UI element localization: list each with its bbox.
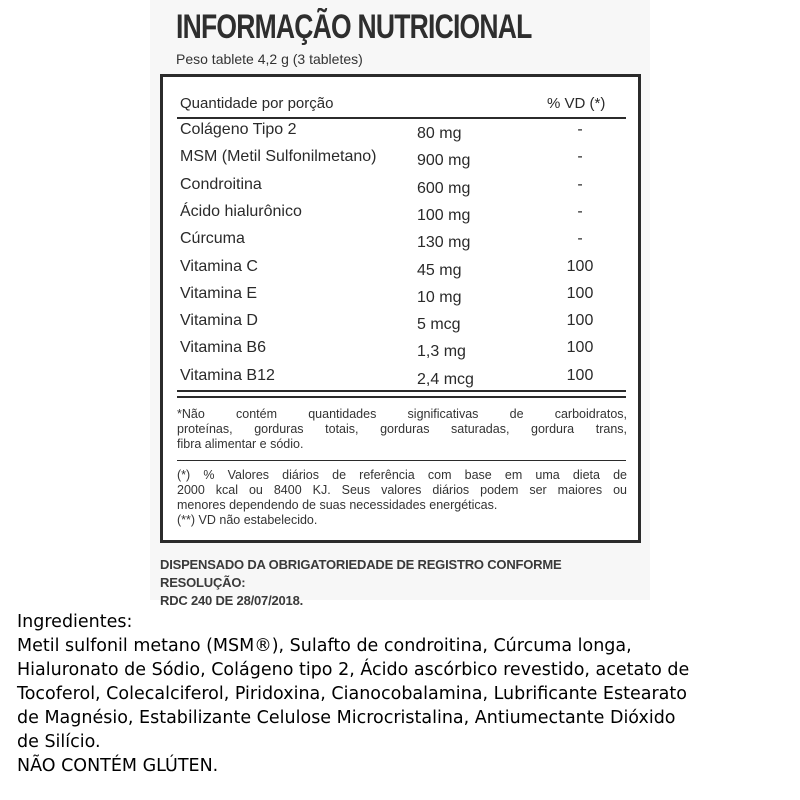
- footnote-line: (*) % Valores diários de referência com base em uma dieta de: [177, 468, 627, 482]
- nutrient-vd: -: [577, 121, 583, 138]
- nutrient-row: [163, 176, 638, 203]
- nutrient-amount: 45 mg: [417, 261, 462, 279]
- nutrient-vd: -: [577, 230, 583, 248]
- nutrient-amount: 80 mg: [417, 125, 462, 142]
- footnote-not-significant: [177, 407, 627, 452]
- footnote-daily-values: [177, 468, 627, 528]
- footnote-line: menores dependendo de suas necessidades energéticas.: [177, 498, 498, 512]
- footnote-line: fibra alimentar e sódio.: [177, 437, 304, 451]
- nutrient-vd: 100: [566, 284, 594, 302]
- bottom-double-rule-bottom: [177, 396, 626, 398]
- nutrient-amount: 100 mg: [417, 206, 471, 224]
- header-quantity: Quantidade por porção: [180, 95, 334, 112]
- footnote-rule: [177, 460, 626, 461]
- registration-exemption: [160, 556, 642, 610]
- nutrient-row: [163, 203, 638, 230]
- nutrient-name: Vitamina C: [180, 257, 258, 275]
- nutrient-vd: 100: [566, 339, 594, 357]
- label-title: INFORMAÇÃO NUTRICIONAL: [176, 8, 532, 46]
- nutrient-vd: 100: [566, 312, 594, 330]
- footnote-line: 2000 kcal ou 8400 KJ. Seus valores diários podem ser maiores ou: [177, 483, 627, 497]
- nutrient-name: Cúrcuma: [180, 230, 245, 248]
- ingredients-line: Hialuronato de Sódio, Colágeno tipo 2, Ácido ascórbico revestido, acetato de: [17, 660, 690, 680]
- exemption-line: RDC 240 DE 28/07/2018.: [160, 593, 304, 608]
- nutrient-name: Vitamina B6: [180, 339, 266, 357]
- nutrient-name: Vitamina E: [180, 284, 258, 302]
- nutrient-name: Vitamina B12: [180, 366, 275, 384]
- nutrient-vd: 100: [566, 366, 594, 384]
- nutrient-vd: -: [577, 148, 583, 166]
- nutrient-amount: 900 mg: [417, 152, 471, 170]
- nutrient-name: Vitamina D: [180, 312, 258, 330]
- ingredients-line: de Silício.: [17, 732, 101, 752]
- nutrient-vd: -: [577, 175, 583, 193]
- footnote-line: proteínas, gorduras totais, gorduras saturadas, gordura trans,: [177, 422, 627, 436]
- nutrient-row: [163, 285, 638, 312]
- nutrient-vd: -: [577, 202, 583, 220]
- nutrient-amount: 10 mg: [417, 288, 462, 306]
- ingredients-line: Tocoferol, Colecalciferol, Piridoxina, Cianocobalamina, Lubrificante Estearato: [17, 684, 687, 704]
- nutrient-amount: 2,4 mcg: [417, 370, 474, 388]
- nutrient-row: [163, 121, 638, 148]
- gluten-free-notice: NÃO CONTÉM GLÚTEN.: [17, 756, 219, 776]
- nutrient-vd: 100: [566, 257, 594, 275]
- nutrient-amount: 600 mg: [417, 179, 471, 197]
- ingredients-heading: Ingredientes:: [17, 612, 133, 632]
- serving-size: Peso tablete 4,2 g (3 tabletes): [176, 51, 363, 67]
- nutrient-amount: 1,3 mg: [417, 343, 466, 361]
- nutrient-amount: 5 mcg: [417, 316, 461, 334]
- nutrient-row: [163, 230, 638, 257]
- bottom-double-rule-top: [177, 390, 626, 392]
- nutrient-name: Colágeno Tipo 2: [180, 121, 297, 138]
- footnote-line: *Não contém quantidades significativas de carboidratos,: [177, 407, 627, 421]
- nutrient-name: Ácido hialurônico: [180, 202, 302, 220]
- nutrient-row: [163, 258, 638, 285]
- nutrition-table: [160, 74, 641, 543]
- header-rule: [177, 117, 626, 119]
- ingredients-line: de Magnésio, Estabilizante Celulose Microcristalina, Antiumectante Dióxido: [17, 708, 676, 728]
- ingredients-line: Metil sulfonil metano (MSM®), Sulafto de condroitina, Cúrcuma longa,: [17, 636, 632, 656]
- ingredients-text: [17, 610, 797, 778]
- header-vd: % VD (*): [547, 95, 606, 112]
- nutrient-row: [163, 339, 638, 366]
- nutrient-row: [163, 312, 638, 339]
- nutrient-amount: 130 mg: [417, 234, 471, 252]
- exemption-line: DISPENSADO DA OBRIGATORIEDADE DE REGISTRO CONFORME RESOLUÇÃO:: [160, 557, 562, 590]
- nutrient-name: MSM (Metil Sulfonilmetano): [180, 148, 377, 166]
- nutrient-name: Condroitina: [180, 175, 262, 193]
- footnote-line: (**) VD não estabelecido.: [177, 513, 318, 527]
- nutrient-row: [163, 148, 638, 175]
